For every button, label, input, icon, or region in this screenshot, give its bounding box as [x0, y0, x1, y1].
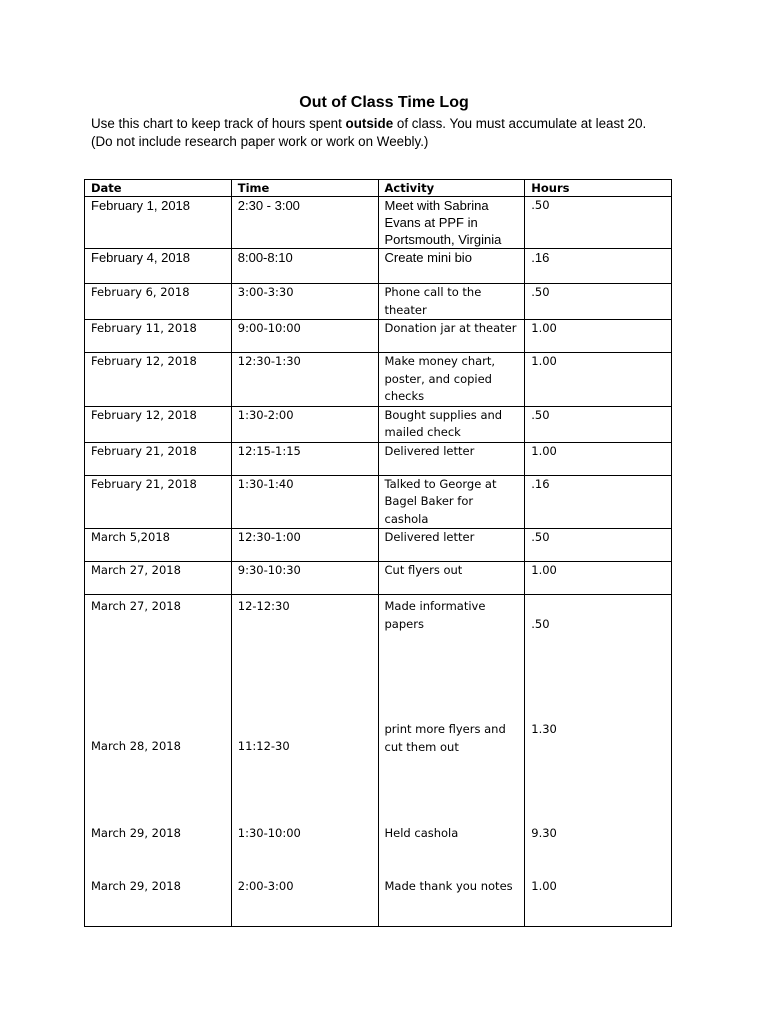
cell-time: 9:00-10:00 — [231, 320, 378, 353]
cell-time: 12-12:30 — [237, 599, 290, 613]
cell-hours: 1.00 — [531, 879, 557, 893]
cell-date: March 28, 2018 — [91, 739, 181, 753]
cell-date: February 1, 2018 — [85, 197, 232, 249]
cell-hours: .50 — [525, 529, 672, 562]
cell-time: 2:30 - 3:00 — [231, 197, 378, 249]
cell-time: 3:00-3:30 — [231, 284, 378, 320]
cell-date: February 12, 2018 — [85, 406, 232, 442]
table-row — [85, 475, 672, 529]
time-log-table — [84, 179, 672, 927]
table-row — [85, 442, 672, 475]
table-header-row — [85, 180, 672, 197]
cell-time: 12:30-1:00 — [231, 529, 378, 562]
table-row — [85, 529, 672, 562]
cell-hours-group — [525, 595, 672, 927]
cell-time: 11:12-30 — [237, 739, 290, 753]
header-hours: Hours — [525, 180, 672, 197]
cell-activity: Made thank you notes — [384, 879, 513, 893]
cell-activity: Delivered letter — [378, 442, 525, 475]
header-activity: Activity — [378, 180, 525, 197]
cell-date-group — [85, 595, 232, 927]
cell-hours: 1.00 — [525, 562, 672, 595]
cell-hours: .50 — [531, 617, 550, 631]
cell-hours: 1.30 — [531, 722, 557, 736]
cell-date: March 29, 2018 — [91, 879, 181, 893]
cell-time: 1:30-10:00 — [237, 826, 301, 840]
header-time: Time — [231, 180, 378, 197]
cell-time: 8:00-8:10 — [231, 249, 378, 284]
cell-hours: .50 — [525, 284, 672, 320]
cell-date: February 21, 2018 — [85, 442, 232, 475]
cell-activity: Create mini bio — [378, 249, 525, 284]
cell-activity: Make money chart, poster, and copied checks — [378, 353, 525, 407]
instructions-emphasis: outside — [345, 116, 394, 131]
cell-activity: Delivered letter — [378, 529, 525, 562]
table-row — [85, 562, 672, 595]
instructions-line-1-start: Use this chart to keep track of hours spent — [91, 116, 346, 131]
table-row — [85, 320, 672, 353]
cell-hours: 1.00 — [525, 320, 672, 353]
cell-hours: .50 — [525, 406, 672, 442]
cell-date: March 5,2018 — [85, 529, 232, 562]
cell-date: February 6, 2018 — [85, 284, 232, 320]
cell-time: 9:30-10:30 — [231, 562, 378, 595]
table-row — [85, 197, 672, 249]
cell-time: 2:00-3:00 — [237, 879, 294, 893]
instructions — [91, 115, 646, 151]
cell-time: 1:30-2:00 — [231, 406, 378, 442]
cell-activity: Donation jar at theater — [378, 320, 525, 353]
cell-activity: Phone call to the theater — [378, 284, 525, 320]
table-row-merged — [85, 595, 672, 927]
cell-date: March 27, 2018 — [91, 599, 181, 613]
page-title: Out of Class Time Log — [299, 94, 469, 111]
cell-activity: Made informative papers — [384, 599, 486, 631]
cell-activity: Meet with Sabrina Evans at PPF in Portsmouth, Virginia — [378, 197, 525, 249]
table-row — [85, 284, 672, 320]
table-row — [85, 353, 672, 407]
cell-time: 12:30-1:30 — [231, 353, 378, 407]
table-row — [85, 406, 672, 442]
cell-date: March 27, 2018 — [85, 562, 232, 595]
table-row — [85, 249, 672, 284]
cell-activity: Cut flyers out — [378, 562, 525, 595]
cell-time-group — [231, 595, 378, 927]
cell-activity-group — [378, 595, 525, 927]
cell-hours: .50 — [525, 197, 672, 249]
header-date: Date — [85, 180, 232, 197]
cell-activity: Held cashola — [384, 826, 459, 840]
cell-hours: 1.00 — [525, 442, 672, 475]
instructions-line-1-end: of class. You must accumulate at least 20. — [393, 116, 647, 131]
cell-date: February 11, 2018 — [85, 320, 232, 353]
cell-date: March 29, 2018 — [91, 826, 181, 840]
cell-hours: 9.30 — [531, 826, 557, 840]
cell-date: February 4, 2018 — [85, 249, 232, 284]
cell-activity: Talked to George at Bagel Baker for cashola — [378, 475, 525, 529]
cell-time: 12:15-1:15 — [231, 442, 378, 475]
cell-activity: print more flyers and cut them out — [384, 722, 506, 754]
instructions-line-2: (Do not include research paper work or work on Weebly.) — [91, 134, 429, 149]
cell-hours: .16 — [525, 475, 672, 529]
cell-time: 1:30-1:40 — [231, 475, 378, 529]
instructions-line-1 — [91, 115, 646, 133]
cell-date: February 21, 2018 — [85, 475, 232, 529]
cell-activity: Bought supplies and mailed check — [378, 406, 525, 442]
cell-hours: 1.00 — [525, 353, 672, 407]
cell-hours: .16 — [525, 249, 672, 284]
cell-date: February 12, 2018 — [85, 353, 232, 407]
